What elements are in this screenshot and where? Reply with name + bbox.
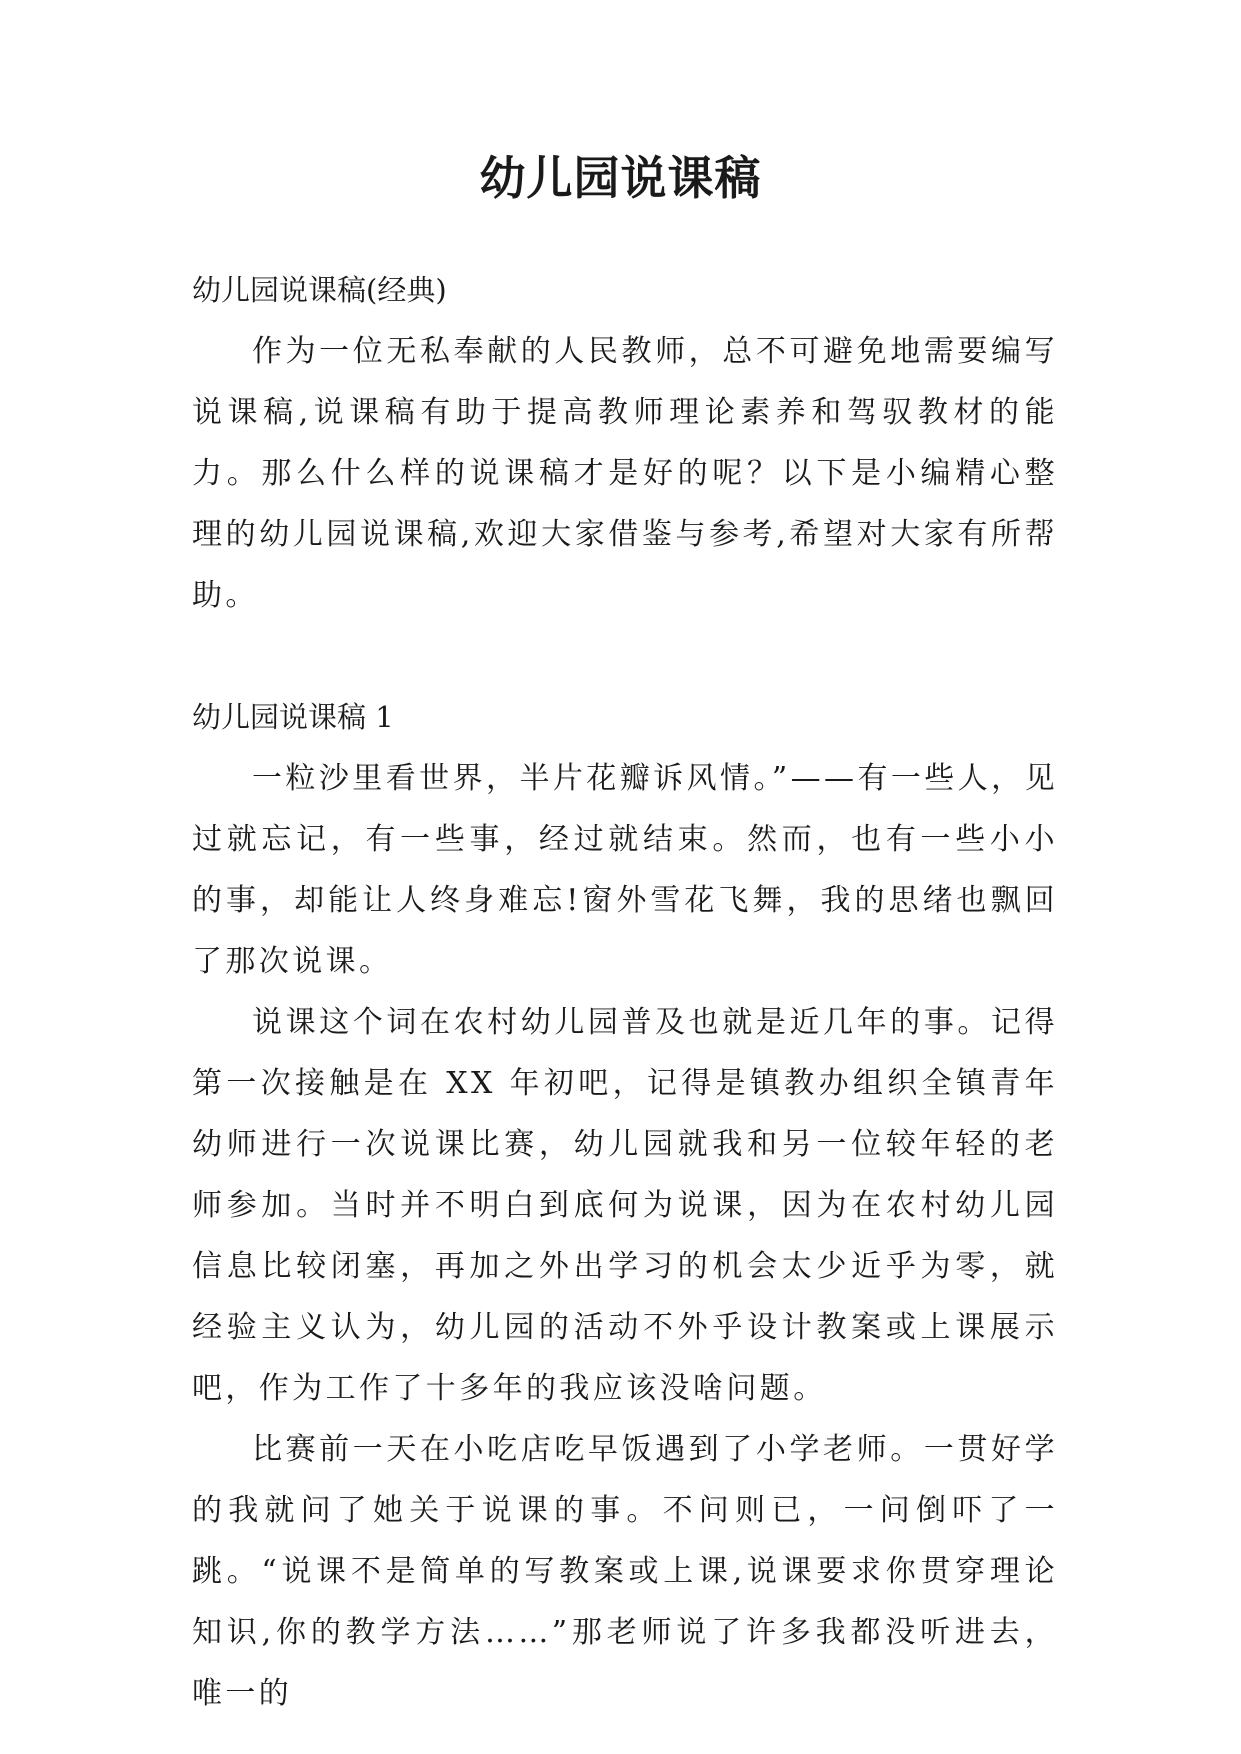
body-paragraph-3: 比赛前一天在小吃店吃早饭遇到了小学老师。一贯好学的我就问了她关于说课的事。不问则已，一问倒吓了一跳。“说课不是简单的写教案或上课,说课要求你贯穿理论知识,你的教学方法……”那老师说了许多我都没听进去，唯一的 — [192, 1432, 1058, 1711]
intro-paragraph: 作为一位无私奉献的人民教师，总不可避免地需要编写说课稿,说课稿有助于提高教师理论素养和驾驭教材的能力。那么什么样的说课稿才是好的呢？以下是小编精心整理的幼儿园说课稿,欢迎大家借鉴与参考,希望对大家有所帮助。 — [192, 334, 1058, 613]
section-heading-intro: 幼儿园说课稿(经典) — [192, 273, 447, 307]
section-spacer — [192, 626, 1058, 687]
document-title: 幼儿园说课稿 — [479, 151, 762, 205]
section-heading-1: 幼儿园说课稿 1 — [192, 700, 394, 734]
body-paragraph-2: 说课这个词在农村幼儿园普及也就是近几年的事。记得第一次接触是在 XX 年初吧，记得是镇教办组织全镇青年幼师进行一次说课比赛，幼儿园就我和另一位较年轻的老师参加。当时并不明白到底何为说课，因为在农村幼儿园信息比较闭塞，再加之外出学习的机会太少近乎为零，就经验主义认为，幼儿园的活动不外乎设计教案或上课展示吧，作为工作了十多年的我应该没啥问题。 — [192, 1005, 1058, 1406]
document-body — [192, 260, 1058, 1724]
body-paragraph-1: 一粒沙里看世界，半片花瓣诉风情。”——有一些人，见过就忘记，有一些事，经过就结束。然而，也有一些小小的事，却能让人终身难忘!窗外雪花飞舞，我的思绪也飘回了那次说课。 — [192, 761, 1058, 979]
